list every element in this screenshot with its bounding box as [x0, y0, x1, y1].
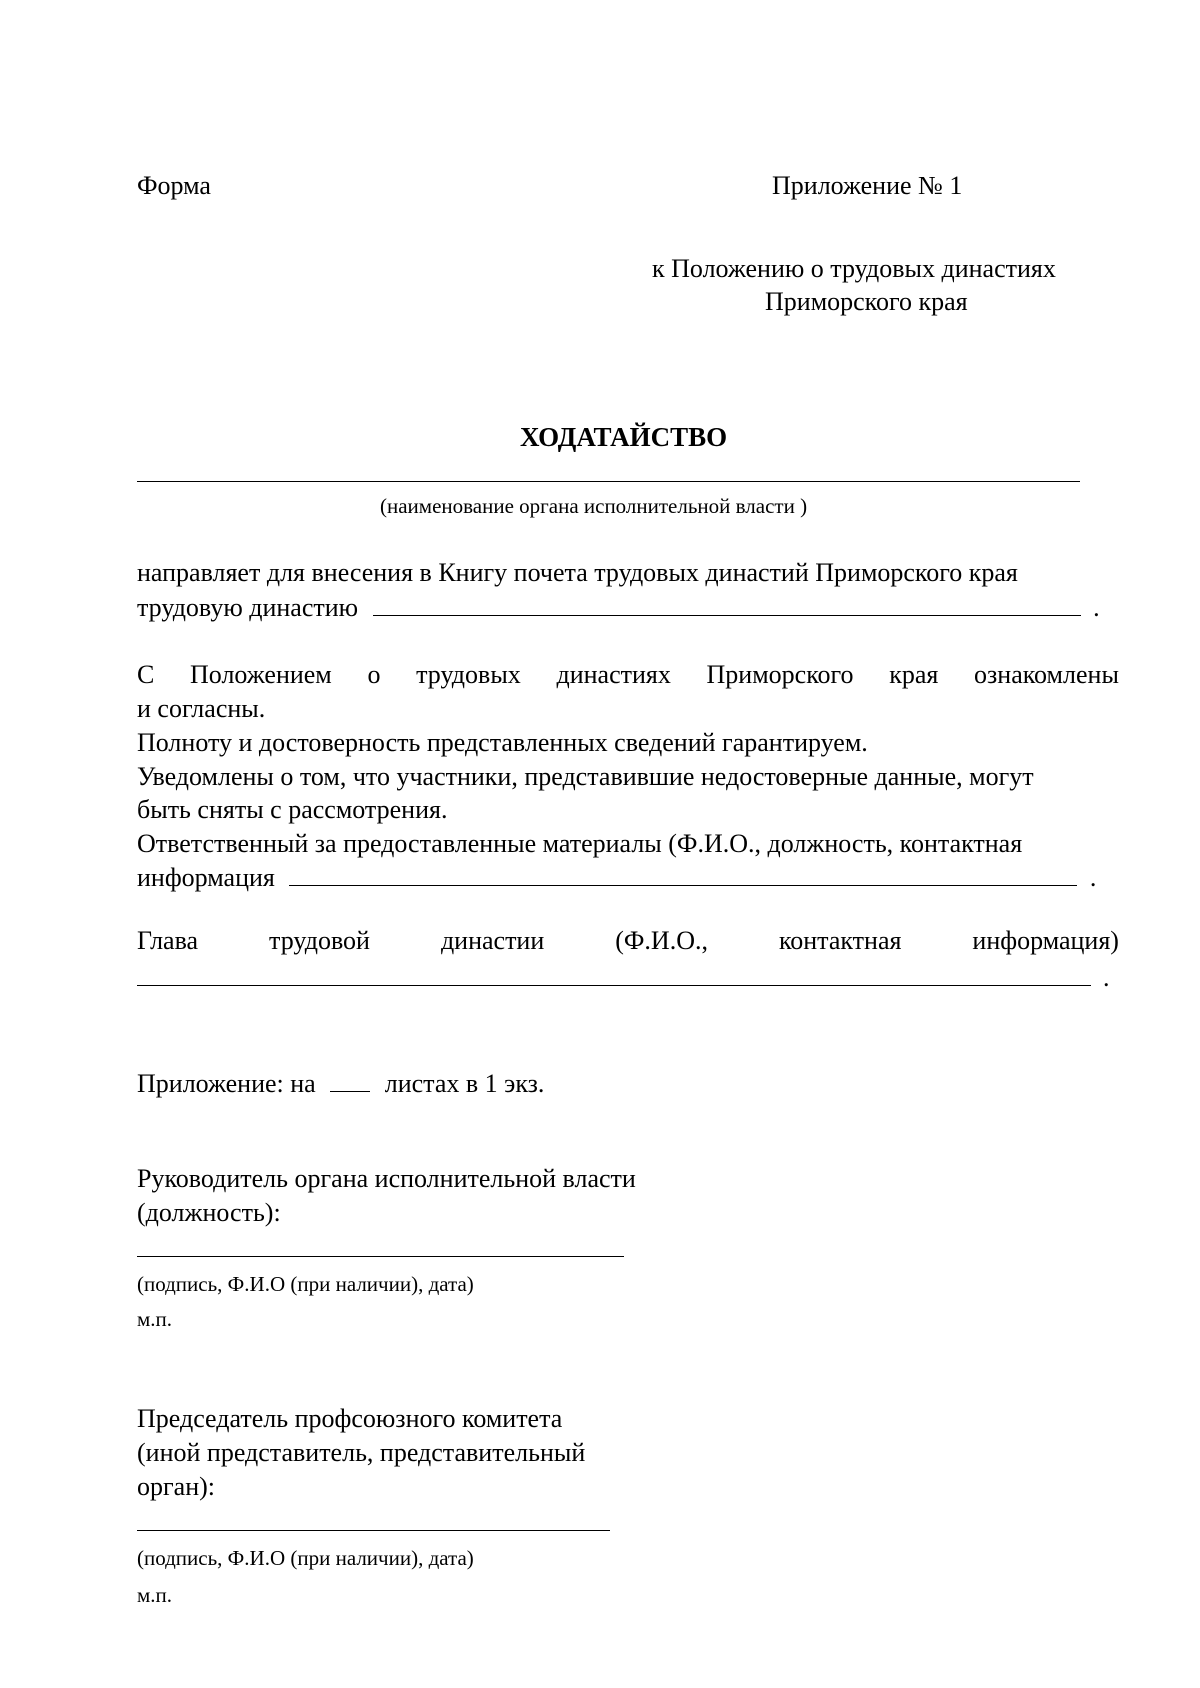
head-word: династии: [440, 926, 545, 955]
head-word: информация): [972, 926, 1119, 955]
head-info-period: .: [1103, 963, 1110, 992]
form-label: Форма: [137, 171, 211, 200]
signer1-seal: м.п.: [137, 1307, 173, 1331]
familiar-word: ознакомлены: [974, 660, 1119, 689]
signer2-signature-line[interactable]: [137, 1530, 610, 1531]
responsible-line-2-prefix: информация: [137, 863, 275, 892]
head-info-blank[interactable]: [137, 985, 1091, 986]
signer2-title-line1: Председатель профсоюзного комитета: [137, 1404, 563, 1433]
responsible-info-blank[interactable]: [289, 861, 1077, 886]
send-line-1: направляет для внесения в Книгу почета трудовых династий Приморского края: [137, 558, 1018, 587]
send-line-2-period: .: [1093, 593, 1100, 622]
sheets-count-blank[interactable]: [330, 1067, 370, 1092]
head-word: Глава: [137, 926, 199, 955]
send-line-2-prefix: трудовую династию: [137, 593, 359, 622]
responsible-line-1: Ответственный за предоставленные материалы (Ф.И.О., должность, контактная: [137, 829, 1023, 858]
familiar-word: края: [889, 660, 939, 689]
signer2-title-line2: (иной представитель, представительный: [137, 1438, 586, 1467]
attachment-suffix: листах в 1 экз.: [384, 1069, 545, 1098]
authority-caption: (наименование органа исполнительной власти ): [380, 494, 808, 518]
familiar-line-1: [137, 659, 1119, 691]
guarantee-text: Полноту и достоверность представленных сведений гарантируем.: [137, 728, 868, 757]
responsible-line-2-period: .: [1089, 863, 1097, 892]
attachment-prefix: Приложение: на: [137, 1069, 316, 1098]
head-word: контактная: [778, 926, 902, 955]
signer1-title-line1: Руководитель органа исполнительной власти: [137, 1164, 636, 1193]
signer2-title-line3: орган):: [137, 1472, 215, 1501]
familiar-word: трудовых: [416, 660, 521, 689]
familiar-line-2: и согласны.: [137, 694, 266, 723]
signer1-signature-line[interactable]: [137, 1256, 624, 1257]
send-line-2: [137, 591, 1100, 624]
signer1-caption: (подпись, Ф.И.О (при наличии), дата): [137, 1272, 474, 1296]
dynasty-name-blank[interactable]: [373, 591, 1081, 616]
regulation-ref-line2: Приморского края: [765, 287, 968, 316]
notified-line-2: быть сняты с рассмотрения.: [137, 795, 448, 824]
head-word: (Ф.И.О.,: [615, 926, 708, 955]
document-title: ХОДАТАЙСТВО: [520, 422, 728, 452]
familiar-word: С: [137, 660, 155, 689]
responsible-line-2: [137, 861, 1096, 894]
head-word: трудовой: [269, 926, 370, 955]
familiar-word: Положением: [190, 660, 332, 689]
familiar-word: о: [367, 660, 381, 689]
authority-name-blank[interactable]: [137, 481, 1080, 482]
regulation-ref-line1: к Положению о трудовых династиях: [652, 254, 1056, 283]
signer2-seal: м.п.: [137, 1583, 173, 1607]
appendix-label: Приложение № 1: [772, 171, 963, 200]
notified-line-1: Уведомлены о том, что участники, представившие недостоверные данные, могут: [137, 762, 1034, 791]
attachment-line: [137, 1067, 544, 1100]
signer2-caption: (подпись, Ф.И.О (при наличии), дата): [137, 1546, 474, 1570]
head-line: [137, 925, 1119, 957]
signer1-title-line2: (должность):: [137, 1198, 281, 1227]
familiar-word: династиях: [556, 660, 671, 689]
familiar-word: Приморского: [706, 660, 854, 689]
